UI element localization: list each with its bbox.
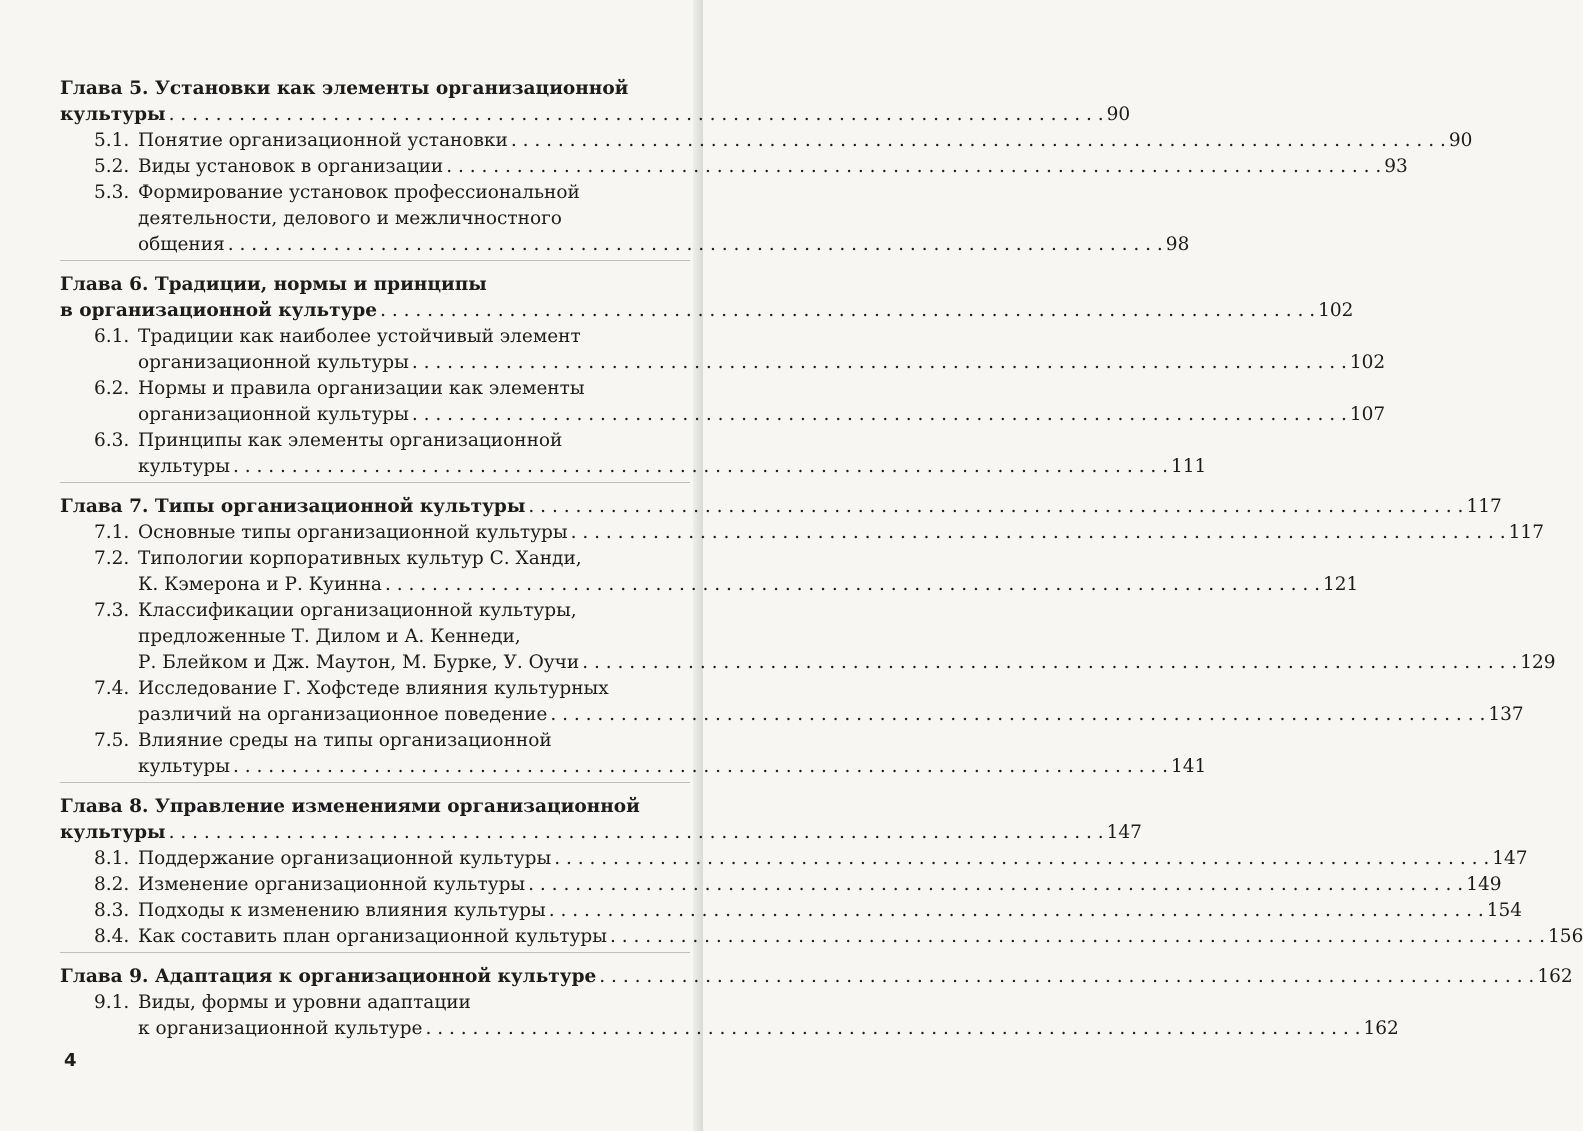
leader-dots: . . . . . . . . . . . . . . . . . . . . . . . . . . . . . . . . . . . . . . . . . . . . . . . . . . . . . . . . . . . . . . . . . . . . . . . . . . . . . . . . [528,874,1464,895]
section-title-text [138,402,409,428]
section-title-line [94,702,1524,728]
section-number: 8.3. [94,900,130,921]
chapter-divider [60,782,690,783]
section-title-line [94,376,690,402]
chapter-title-text: в организационной культуре [60,300,378,321]
section-title-text [138,208,562,229]
section-text: Классификации организационной культуры, [138,600,577,621]
leader-dots: . . . . . . . . . . . . . . . . . . . . . . . . . . . . . . . . . . . . . . . . . . . . . . . . . . . . . . . . . . . . . . . . . . . . . . . . . . . . . . . . [411,352,1347,373]
section-title-line [94,650,1556,676]
section-title-line [94,572,1359,598]
section-title-line [94,924,1583,950]
section-page: 156 [1548,926,1583,947]
section-text: Основные типы организационной культуры [138,522,568,543]
section-title-line [94,676,690,702]
chapter-title-line: Глава 8. Управление изменениями организационной [60,796,640,817]
section-number: 8.4. [94,926,130,947]
section-title-text [94,898,546,924]
section-title-text [94,430,562,451]
chapter-title-line [60,820,1142,846]
leader-dots: . . . . . . . . . . . . . . . . . . . . . . . . . . . . . . . . . . . . . . . . . . . . . . . . . . . . . . . . . . . . . . . . . . . . . . . . . . . . . . . . [411,404,1347,425]
leader-dots: . . . . . . . . . . . . . . . . . . . . . . . . . . . . . . . . . . . . . . . . . . . . . . . . . . . . . . . . . . . . . . . . . . . . . . . . . . . . . . . . [582,652,1518,673]
section-title-text [94,548,582,569]
section-number: 7.2. [94,548,130,569]
section-entry[interactable] [94,128,1473,154]
page-number: 4 [64,1050,77,1071]
section-page: 107 [1349,404,1386,425]
section-number: 5.3. [94,182,130,203]
leader-dots: . . . . . . . . . . . . . . . . . . . . . . . . . . . . . . . . . . . . . . . . . . . . . . . . . . . . . . . . . . . . . . . . . . . . . . . . . . . . . . . . [168,104,1104,125]
section-page: 93 [1384,156,1408,177]
section-entry[interactable] [94,990,1399,1042]
section-text: общения [138,234,225,255]
section-title-text [138,572,382,598]
section-text: культуры [138,756,230,777]
toc-chapter [60,964,1573,1042]
section-number: 5.2. [94,156,130,177]
section-text: Влияние среды на типы организационной [138,730,552,751]
section-text: Изменение организационной культуры [138,874,526,895]
section-page: 162 [1363,1018,1399,1039]
toc-chapter [60,272,1386,483]
section-page: 149 [1466,874,1502,895]
section-entry[interactable] [94,872,1502,898]
leader-dots: . . . . . . . . . . . . . . . . . . . . . . . . . . . . . . . . . . . . . . . . . . . . . . . . . . . . . . . . . . . . . . . . . . . . . . . . . . . . . . . . [227,234,1163,255]
chapter-divider [60,482,690,483]
section-page: 111 [1171,456,1207,477]
section-text: различий на организационное поведение [138,704,548,725]
leader-dots: . . . . . . . . . . . . . . . . . . . . . . . . . . . . . . . . . . . . . . . . . . . . . . . . . . . . . . . . . . . . . . . . . . . . . . . . . . . . . . . . [599,966,1535,987]
leader-dots: . . . . . . . . . . . . . . . . . . . . . . . . . . . . . . . . . . . . . . . . . . . . . . . . . . . . . . . . . . . . . . . . . . . . . . . . . . . . . . . . [168,822,1104,843]
chapter-divider [60,260,690,261]
section-entry[interactable] [94,546,1359,598]
section-page: 129 [1520,652,1556,673]
section-text: Нормы и правила организации как элементы [138,378,585,399]
section-entry[interactable] [94,520,1544,546]
section-title-text [94,182,580,203]
section-page: 137 [1488,704,1524,725]
section-title-text [138,626,521,647]
section-entry[interactable] [94,898,1523,924]
chapter-title-line: Глава 5. Установки как элементы организационной [60,78,629,99]
leader-dots: . . . . . . . . . . . . . . . . . . . . . . . . . . . . . . . . . . . . . . . . . . . . . . . . . . . . . . . . . . . . . . . . . . . . . . . . . . . . . . . . [380,300,1316,321]
section-text: Типологии корпоративных культур С. Ханди, [138,548,582,569]
leader-dots: . . . . . . . . . . . . . . . . . . . . . . . . . . . . . . . . . . . . . . . . . . . . . . . . . . . . . . . . . . . . . . . . . . . . . . . . . . . . . . . . [550,704,1486,725]
toc-chapter [60,494,1556,783]
section-title-text [94,520,568,546]
leader-dots: . . . . . . . . . . . . . . . . . . . . . . . . . . . . . . . . . . . . . . . . . . . . . . . . . . . . . . . . . . . . . . . . . . . . . . . . . . . . . . . . [554,848,1490,869]
section-page: 98 [1165,234,1190,255]
section-number: 7.4. [94,678,130,699]
section-title-line [94,128,1473,154]
section-title-text [94,378,585,399]
section-entry[interactable] [94,428,1207,480]
chapter-page: 90 [1106,104,1131,125]
section-title-text [138,350,409,376]
section-title-text [138,454,230,480]
section-title-text [138,702,547,728]
leader-dots: . . . . . . . . . . . . . . . . . . . . . . . . . . . . . . . . . . . . . . . . . . . . . . . . . . . . . . . . . . . . . . . . . . . . . . . . . . . . . . . . [548,900,1484,921]
section-entry[interactable] [94,728,1207,780]
toc-chapter [60,76,1473,261]
section-title-line [94,454,1207,480]
section-title-line [94,624,690,650]
section-title-line [94,754,1207,780]
section-title-line [94,898,1523,924]
chapter-page: 102 [1318,300,1354,321]
section-text: Формирование установок профессиональной [138,182,580,203]
section-entry[interactable] [94,598,1556,676]
section-title-line [94,206,690,232]
section-entry[interactable] [94,154,1408,180]
leader-dots: . . . . . . . . . . . . . . . . . . . . . . . . . . . . . . . . . . . . . . . . . . . . . . . . . . . . . . . . . . . . . . . . . . . . . . . . . . . . . . . . [425,1018,1361,1039]
leader-dots: . . . . . . . . . . . . . . . . . . . . . . . . . . . . . . . . . . . . . . . . . . . . . . . . . . . . . . . . . . . . . . . . . . . . . . . . . . . . . . . . [384,574,1320,595]
chapter-page: 117 [1466,496,1502,517]
section-number: 6.3. [94,430,130,451]
leader-dots: . . . . . . . . . . . . . . . . . . . . . . . . . . . . . . . . . . . . . . . . . . . . . . . . . . . . . . . . . . . . . . . . . . . . . . . . . . . . . . . . [232,756,1168,777]
chapter-title-text: Глава 9. Адаптация к организационной культуре [60,966,597,987]
section-title-text [138,754,230,780]
chapter-entry[interactable] [60,964,1573,990]
leader-dots: . . . . . . . . . . . . . . . . . . . . . . . . . . . . . . . . . . . . . . . . . . . . . . . . . . . . . . . . . . . . . . . . . . . . . . . . . . . . . . . . [570,522,1506,543]
section-text: к организационной культуре [138,1018,423,1039]
section-text: Поддержание организационной культуры [138,848,552,869]
section-text: Р. Блейком и Дж. Маутон, М. Бурке, У. Оучи [138,652,580,673]
chapter-entry[interactable] [60,494,1502,520]
section-title-text [94,992,471,1013]
section-page: 147 [1492,848,1528,869]
toc-chapter [60,794,1583,953]
chapter-entry[interactable] [60,76,1131,128]
section-title-text [94,846,551,872]
section-text: Подходы к изменению влияния культуры [138,900,546,921]
section-text: организационной культуры [138,352,409,373]
chapter-entry[interactable] [60,272,1354,324]
chapter-title-text: культуры [60,104,166,125]
leader-dots: . . . . . . . . . . . . . . . . . . . . . . . . . . . . . . . . . . . . . . . . . . . . . . . . . . . . . . . . . . . . . . . . . . . . . . . . . . . . . . . . [610,926,1546,947]
section-number: 6.1. [94,326,130,347]
chapter-entry[interactable] [60,794,1142,846]
section-page: 141 [1171,756,1207,777]
section-text: Как составить план организационной культуры [138,926,607,947]
section-title-line [94,180,690,206]
section-number: 9.1. [94,992,130,1013]
section-title-text [94,326,581,347]
chapter-title-line [60,964,1573,990]
section-text: Виды, формы и уровни адаптации [138,992,471,1013]
chapter-title-line: Глава 6. Традиции, нормы и принципы [60,274,487,295]
section-title-line [94,324,690,350]
section-title-line [94,1016,1399,1042]
section-text: Исследование Г. Хофстеде влияния культурных [138,678,609,699]
leader-dots: . . . . . . . . . . . . . . . . . . . . . . . . . . . . . . . . . . . . . . . . . . . . . . . . . . . . . . . . . . . . . . . . . . . . . . . . . . . . . . . . [528,496,1464,517]
leader-dots: . . . . . . . . . . . . . . . . . . . . . . . . . . . . . . . . . . . . . . . . . . . . . . . . . . . . . . . . . . . . . . . . . . . . . . . . . . . . . . . . [446,156,1382,177]
section-title-line [94,598,690,624]
section-page: 154 [1486,900,1523,921]
section-title-text [94,154,443,180]
section-page: 90 [1448,130,1473,151]
chapter-title-text: культуры [60,822,166,843]
section-entry[interactable] [94,180,1190,258]
section-title-line [94,154,1408,180]
section-entry[interactable] [94,324,1386,376]
section-text: деятельности, делового и межличностного [138,208,562,229]
section-text: культуры [138,456,230,477]
section-title-line [94,350,1386,376]
leader-dots: . . . . . . . . . . . . . . . . . . . . . . . . . . . . . . . . . . . . . . . . . . . . . . . . . . . . . . . . . . . . . . . . . . . . . . . . . . . . . . . . [510,130,1446,151]
chapter-page: 162 [1537,966,1573,987]
section-title-text [138,650,579,676]
section-number: 7.3. [94,600,130,621]
section-entry[interactable] [94,846,1528,872]
chapter-title-text: Глава 7. Типы организационной культуры [60,496,526,517]
section-number: 7.1. [94,522,130,543]
section-title-text [94,924,607,950]
section-entry[interactable] [94,376,1386,428]
section-text: Традиции как наиболее устойчивый элемент [138,326,581,347]
section-page: 102 [1349,352,1386,373]
section-text: К. Кэмерона и Р. Куинна [138,574,382,595]
chapter-divider [60,952,690,953]
section-number: 5.1. [94,130,130,151]
chapter-title-line [60,298,1354,324]
section-entry[interactable] [94,924,1583,950]
section-text: Виды установок в организации [138,156,444,177]
section-page: 117 [1508,522,1544,543]
section-title-text [94,872,525,898]
section-title-text [138,1016,422,1042]
section-title-line [94,990,690,1016]
section-title-line [94,520,1544,546]
section-text: Понятие организационной установки [138,130,508,151]
section-page: 121 [1323,574,1359,595]
section-entry[interactable] [94,676,1524,728]
section-number: 6.2. [94,378,130,399]
section-text: Принципы как элементы организационной [138,430,563,451]
chapter-page: 147 [1106,822,1142,843]
leader-dots: . . . . . . . . . . . . . . . . . . . . . . . . . . . . . . . . . . . . . . . . . . . . . . . . . . . . . . . . . . . . . . . . . . . . . . . . . . . . . . . . [232,456,1168,477]
chapter-title-line [60,102,1131,128]
chapter-title-line [60,494,1502,520]
section-text: предложенные Т. Дилом и А. Кеннеди, [138,626,521,647]
section-title-line [94,546,690,572]
section-title-line [94,428,690,454]
section-number: 8.1. [94,848,130,869]
section-title-text [138,232,225,258]
section-title-line [94,402,1386,428]
section-title-line [94,728,690,754]
section-title-line [94,232,1190,258]
section-title-text [94,678,609,699]
section-title-line [94,872,1502,898]
section-title-line [94,846,1528,872]
section-number: 7.5. [94,730,130,751]
section-title-text [94,730,552,751]
section-number: 8.2. [94,874,130,895]
section-title-text [94,600,577,621]
section-text: организационной культуры [138,404,409,425]
table-of-contents [60,76,1583,1053]
section-title-text [94,128,508,154]
